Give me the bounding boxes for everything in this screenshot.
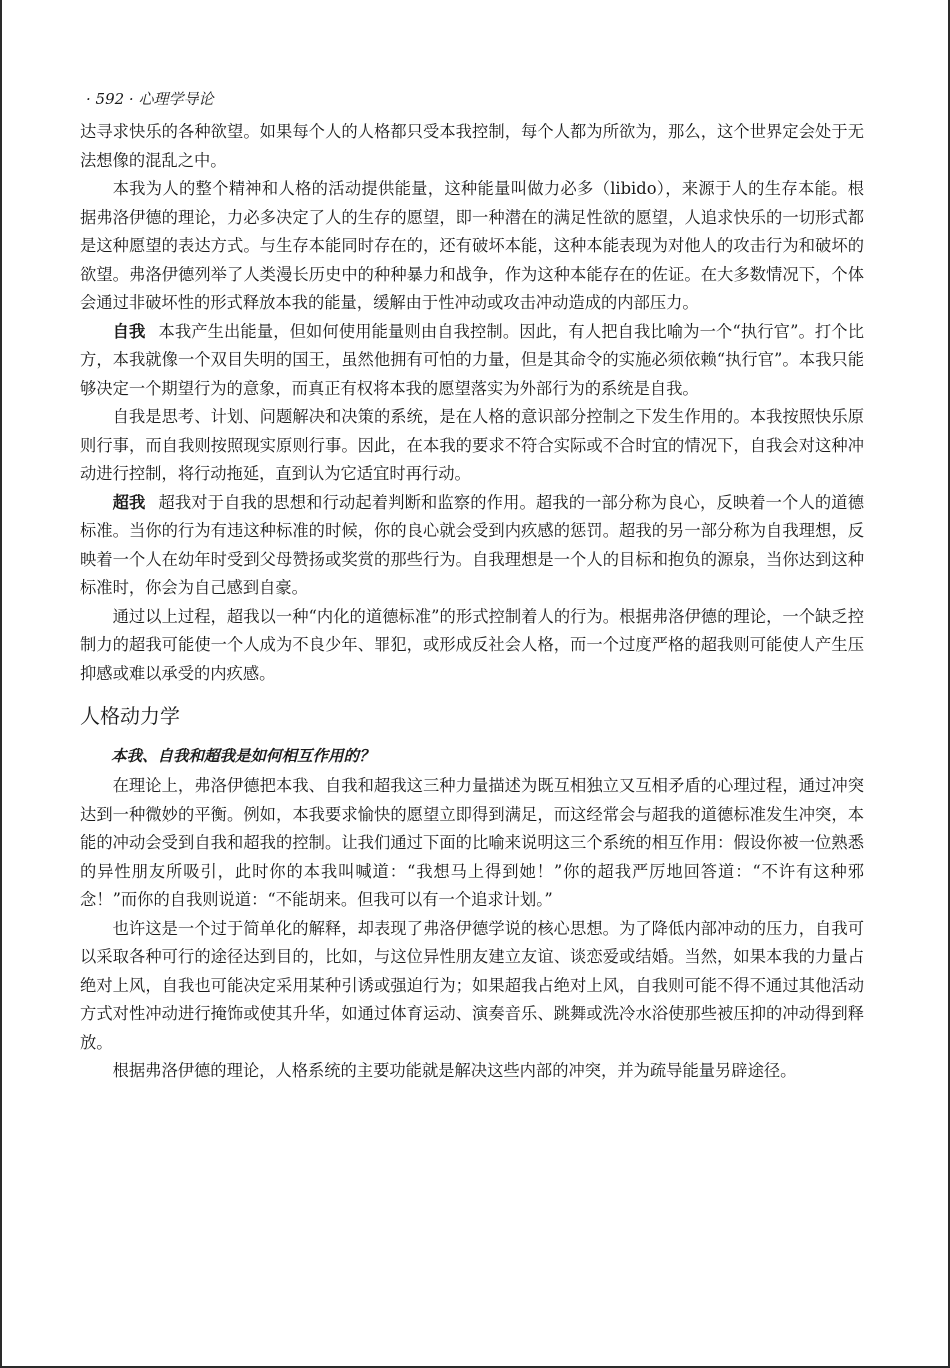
paragraph: 自我是思考、计划、问题解决和决策的系统，是在人格的意识部分控制之下发生作用的。本我按照快乐原则行事，而自我则按照现实原则行事。因此，在本我的要求不符合实际或不合时宜的情况下，自我会对这种冲动进行控制，将行动拖延，直到认为它适宜时再行动。: [80, 407, 864, 483]
book-page: [80, 88, 864, 1086]
ego-text: 本我产生出能量，但如何使用能量则由自我控制。因此，有人把自我比喻为一个“执行官”。打个比方，本我就像一个双目失明的国王，虽然他拥有可怕的力量，但是其命令的实施必须依赖“执行官”。本我只能够决定一个期望行为的意象，而真正有权将本我的愿望落实为外部行为的系统是自我。: [80, 321, 864, 398]
term-ego: 自我: [112, 321, 146, 341]
paragraph-ego: [80, 318, 864, 404]
paragraph: 根据弗洛伊德的理论，人格系统的主要功能就是解决这些内部的冲突，并为疏导能量另辟途径。: [112, 1061, 797, 1080]
running-head: · 592 · 心理学导论: [86, 90, 214, 108]
paragraph: 在理论上，弗洛伊德把本我、自我和超我这三种力量描述为既互相独立又互相矛盾的心理过程，通过冲突达到一种微妙的平衡。例如，本我要求愉快的愿望立即得到满足，而这经常会与超我的道德标准发生冲突，本能的冲动会受到自我和超我的控制。让我们通过下面的比喻来说明这三个系统的相互作用：假设你被一位熟悉的异性朋友所吸引，此时你的本我叫喊道：“我想马上得到她！”你的超我严厉地回答道：“不许有这种邪念！”而你的自我则说道：“不能胡来。但我可以有一个追求计划。”: [80, 776, 864, 909]
page-border-left: [0, 0, 2, 1368]
paragraph: 本我为人的整个精神和人格的活动提供能量，这种能量叫做力必多（libido），来源于人的生存本能。根据弗洛伊德的理论，力必多决定了人的生存的愿望，即一种潜在的满足性欲的愿望，人追求快乐的一切形式都是这种愿望的表达方式。与生存本能同时存在的，还有破坏本能，这种本能表现为对他人的攻击行为和破坏的欲望。弗洛伊德列举了人类漫长历史中的种种暴力和战争，作为这种本能存在的佐证。在大多数情况下，个体会通过非破坏性的形式释放本我的能量，缓解由于性冲动或攻击冲动造成的内部压力。: [80, 179, 864, 312]
paragraph-superego: [80, 489, 864, 603]
superego-text: 超我对于自我的思想和行动起着判断和监察的作用。超我的一部分称为良心，反映着一个人的道德标准。当你的行为有违这种标准的时候，你的良心就会受到内疚感的惩罚。超我的另一部分称为自我理想，反映着一个人在幼年时受到父母赞扬或奖赏的那些行为。自我理想是一个人的目标和抱负的源泉，当你达到这种标准时，你会为自己感到自豪。: [80, 492, 864, 597]
section-heading: 人格动力学: [80, 704, 180, 728]
term-superego: 超我: [112, 492, 146, 512]
paragraph: 也许这是一个过于简单化的解释，却表现了弗洛伊德学说的核心思想。为了降低内部冲动的压力，自我可以采取各种可行的途径达到目的，比如，与这位异性朋友建立友谊、谈恋爱或结婚。当然，如果本我的力量占绝对上风，自我也可能决定采用某种引诱或强迫行为；如果超我占绝对上风，自我则可能不得不通过其他活动方式对性冲动进行掩饰或使其升华，如通过体育运动、演奏音乐、跳舞或洗冷水浴使那些被压抑的冲动得到释放。: [80, 918, 864, 1052]
paragraph: 达寻求快乐的各种欲望。如果每个人的人格都只受本我控制，每个人都为所欲为，那么，这个世界定会处于无法想像的混乱之中。: [80, 122, 864, 170]
section-question: 本我、自我和超我是如何相互作用的？: [111, 746, 375, 765]
paragraph: 通过以上过程，超我以一种“内化的道德标准”的形式控制着人的行为。根据弗洛伊德的理论，一个缺乏控制力的超我可能使一个人成为不良少年、罪犯，或形成反社会人格，而一个过度严格的超我则可能使人产生压抑感或难以承受的内疚感。: [80, 606, 864, 683]
